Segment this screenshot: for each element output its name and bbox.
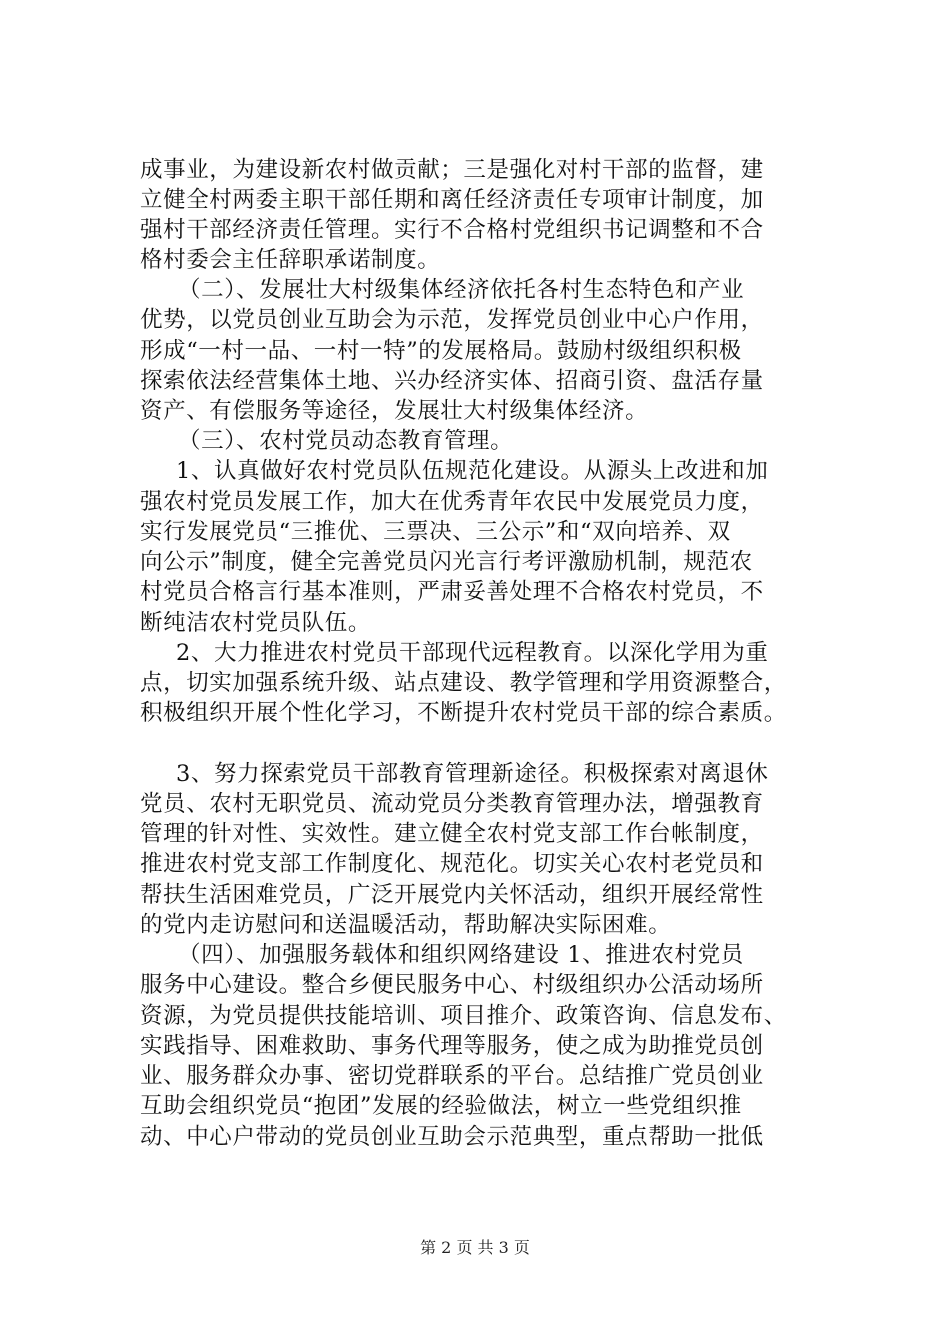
page-footer: 第 2 页 共 3 页 xyxy=(420,1238,530,1257)
text-line: 点，切实加强系统升级、站点建设、教学管理和学用资源整合， xyxy=(140,670,787,696)
text-line: 管理的针对性、实效性。建立健全农村党支部工作台帐制度， xyxy=(140,821,764,847)
text-line: 村党员合格言行基本准则，严肃妥善处理不合格农村党员，不 xyxy=(140,579,764,605)
text-line: 动、中心户带动的党员创业互助会示范典型，重点帮助一批低 xyxy=(140,1124,764,1150)
text-line: 党员、农村无职党员、流动党员分类教育管理办法，增强教育 xyxy=(140,791,764,817)
text-line: 2、大力推进农村党员干部现代远程教育。以深化学用为重 xyxy=(176,640,769,666)
text-line: 探索依法经营集体土地、兴办经济实体、招商引资、盘活存量 xyxy=(140,368,764,394)
text-line: （二）、发展壮大村级集体经济依托各村生态特色和产业 xyxy=(178,277,745,303)
text-line: 强村干部经济责任管理。实行不合格村党组织书记调整和不合 xyxy=(140,217,764,243)
text-line: 资产、有偿服务等途径，发展壮大村级集体经济。 xyxy=(140,398,649,424)
text-line: 业、服务群众办事、密切党群联系的平台。总结推广党员创业 xyxy=(140,1063,764,1089)
text-line: 格村委会主任辞职承诺制度。 xyxy=(140,247,441,273)
text-line: 优势，以党员创业互助会为示范，发挥党员创业中心户作用， xyxy=(140,307,764,333)
text-line: 3、努力探索党员干部教育管理新途径。积极探索对离退休 xyxy=(176,761,769,787)
text-line: 的党内走访慰问和送温暖活动，帮助解决实际困难。 xyxy=(140,912,672,938)
text-line: 实行发展党员“三推优、三票决、三公示”和“双向培养、双 xyxy=(140,519,731,545)
text-line: 立健全村两委主职干部任期和离任经济责任专项审计制度，加 xyxy=(140,187,764,213)
text-line: 推进农村党支部工作制度化、规范化。切实关心农村老党员和 xyxy=(140,851,764,877)
text-line: 互助会组织党员“抱团”发展的经验做法，树立一些党组织推 xyxy=(140,1093,742,1119)
text-line: 资源，为党员提供技能培训、项目推介、政策咨询、信息发布、 xyxy=(140,1003,787,1029)
text-line: 实践指导、困难救助、事务代理等服务，使之成为助推党员创 xyxy=(140,1033,764,1059)
text-line: （四）、加强服务载体和组织网络建设 1、推进农村党员 xyxy=(178,942,744,968)
text-line: 形成“一村一品、一村一特”的发展格局。鼓励村级组织积极 xyxy=(140,338,742,364)
text-line: 成事业，为建设新农村做贡献；三是强化对村干部的监督，建 xyxy=(140,157,764,183)
text-line: 帮扶生活困难党员，广泛开展党内关怀活动，组织开展经常性 xyxy=(140,882,764,908)
text-line: 1、认真做好农村党员队伍规范化建设。从源头上改进和加 xyxy=(176,458,769,484)
text-line: （三）、农村党员动态教育管理。 xyxy=(178,428,514,454)
text-line: 强农村党员发展工作，加大在优秀青年农民中发展党员力度， xyxy=(140,489,764,515)
text-line: 向公示”制度，健全完善党员闪光言行考评激励机制，规范农 xyxy=(140,549,753,575)
text-line: 断纯洁农村党员队伍。 xyxy=(140,610,372,636)
text-line: 积极组织开展个性化学习，不断提升农村党员干部的综合素质。 xyxy=(140,700,787,726)
text-line: 服务中心建设。整合乡便民服务中心、村级组织办公活动场所 xyxy=(140,972,764,998)
